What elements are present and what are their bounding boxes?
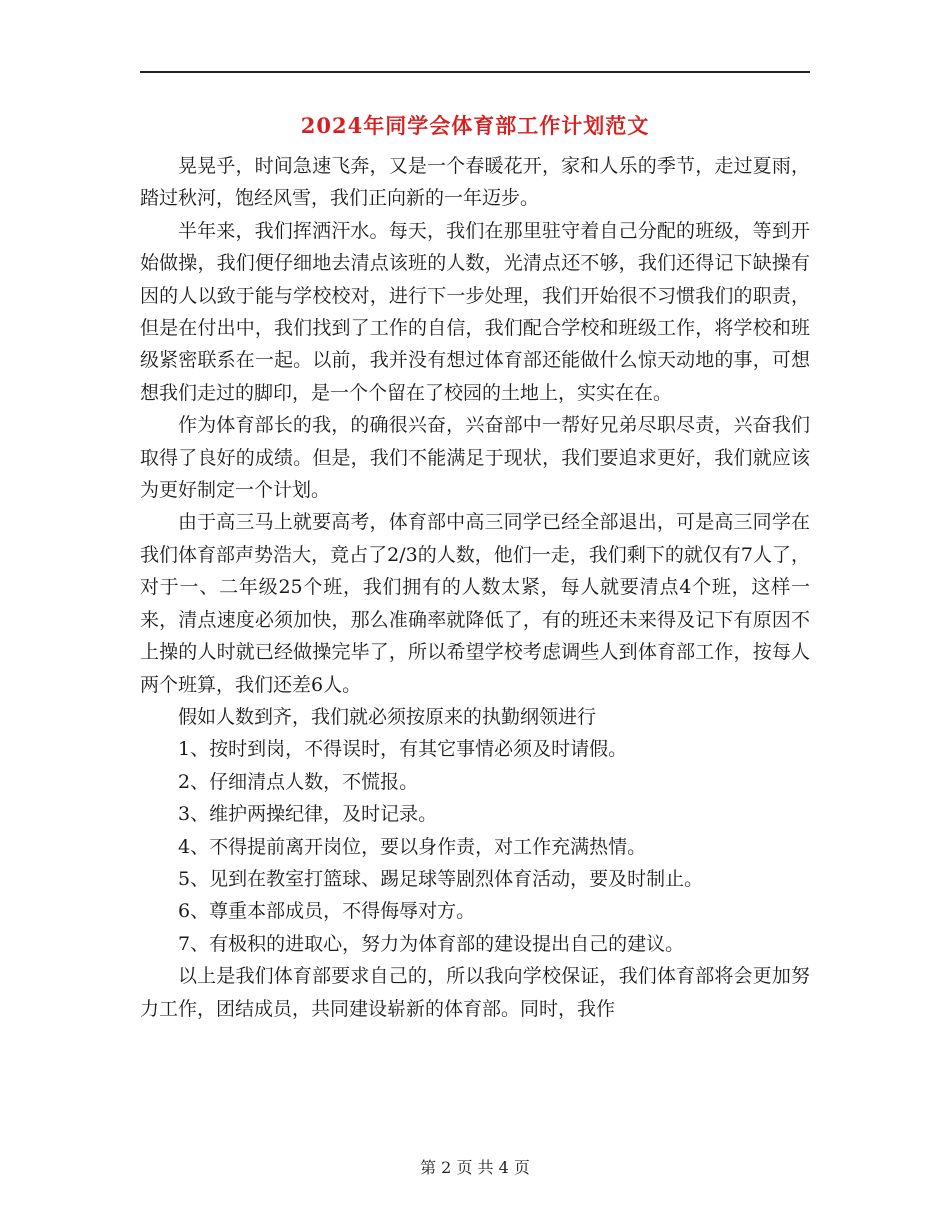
rule-item: 6、尊重本部成员，不得侮辱对方。 <box>178 900 476 923</box>
paragraph-rules-intro: 假如人数到齐，我们就必须按原来的执勤纲领进行 <box>178 705 597 728</box>
page-number: 2 <box>441 1158 452 1177</box>
rule-item: 1、按时到岗，不得误时，有其它事情必须及时请假。 <box>178 738 628 761</box>
document-body <box>140 150 810 1025</box>
rule-item: 4、不得提前离开岗位，要以身作责，对工作充满热情。 <box>178 835 647 858</box>
rule-item: 5、见到在教室打篮球、踢足球等剧烈体育活动，要及时制止。 <box>178 867 704 890</box>
total-pages: 4 <box>498 1158 509 1177</box>
page-footer <box>0 1155 950 1178</box>
document-title: 2024年同学会体育部工作计划范文 <box>300 113 650 138</box>
rule-item: 2、仔细清点人数，不慌报。 <box>178 770 419 793</box>
header-rule <box>140 71 810 73</box>
paragraph-half-year: 半年来，我们挥洒汗水。每天，我们在那里驻守着自己分配的班级，等到开始做操，我们便仔细地去清点该班的人数，光清点还不够，我们还得记下缺操有因的人以致于能与学校校对，进行下一步处理，我们开始很不习惯我们的职责，但是在付出中，我们找到了工作的自信，我们配合学校和班级工作，将学校和班级紧密联系在一起。以前，我并没有想过体育部还能做什么惊天动地的事，可想想我们走过的脚印，是一个个留在了校园的土地上，实实在在。 <box>140 219 810 404</box>
rule-item: 3、维护两操纪律，及时记录。 <box>178 803 438 826</box>
paragraph-closing: 以上是我们体育部要求自己的，所以我向学校保证，我们体育部将会更加努力工作，团结成员，共同建设崭新的体育部。同时，我作 <box>140 965 810 1020</box>
paragraph-intro: 晃晃乎，时间急速飞奔，又是一个春暖花开，家和人乐的季节，走过夏雨，踏过秋河，饱经风雪，我们正向新的一年迈步。 <box>140 155 810 210</box>
paragraph-minister: 作为体育部长的我，的确很兴奋，兴奋部中一帮好兄弟尽职尽责，兴奋我们取得了良好的成绩。但是，我们不能满足于现状，我们要追求更好，我们就应该为更好制定一个计划。 <box>140 414 810 502</box>
footer-prefix: 第 <box>420 1158 437 1177</box>
rule-item: 7、有极积的进取心，努力为体育部的建设提出自己的建议。 <box>178 932 685 955</box>
footer-middle: 页 共 <box>456 1158 494 1177</box>
paragraph-staffing: 由于高三马上就要高考，体育部中高三同学已经全部退出，可是高三同学在我们体育部声势浩大，竟占了2/3的人数，他们一走，我们剩下的就仅有7人了，对于一、二年级25个班，我们拥有的人数太紧，每人就要清点4个班，这样一来，清点速度必须加快，那么准确率就降低了，有的班还未来得及记下有原因不上操的人时就已经做操完毕了，所以希望学校考虑调些人到体育部工作，按每人两个班算，我们还差6人。 <box>140 511 810 696</box>
footer-suffix: 页 <box>513 1158 530 1177</box>
